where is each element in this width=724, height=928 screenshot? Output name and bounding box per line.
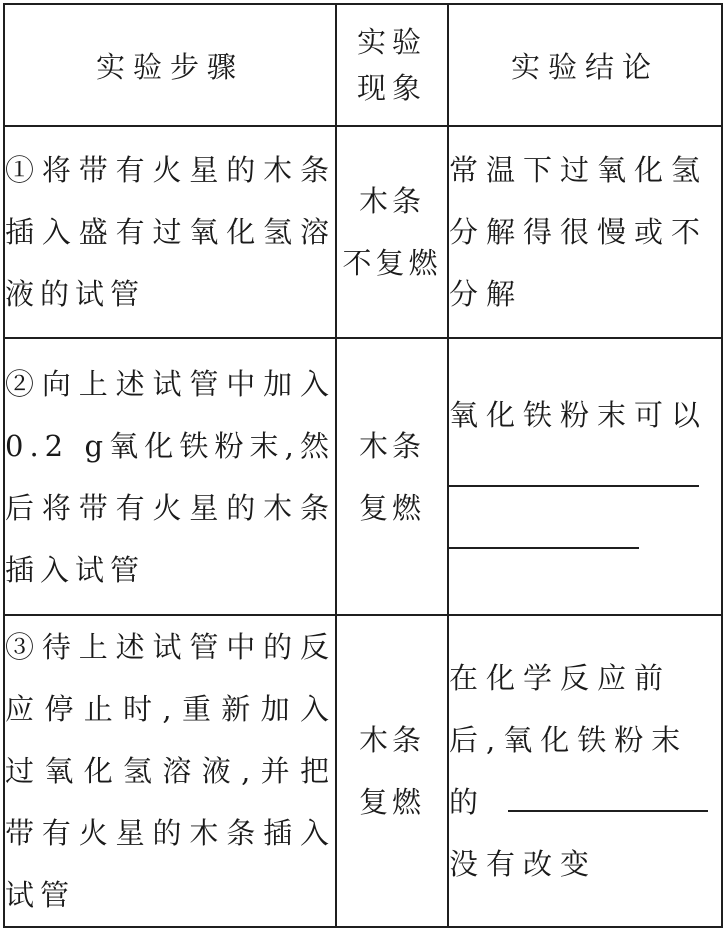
header-phenomenon-line2: 现象 (356, 71, 427, 105)
phenomenon-cell (336, 615, 448, 927)
conclusion-cell (448, 615, 722, 927)
conclusion-cell (448, 338, 722, 615)
phenomenon-line1: 木条 (358, 723, 425, 757)
phenomenon-line2: 复燃 (358, 490, 425, 525)
header-phenomenon (336, 4, 448, 126)
phenomenon-cell (336, 338, 448, 615)
phenomenon-line2: 复燃 (358, 785, 425, 819)
conclusion-text: 氧化铁粉末可以 (449, 397, 709, 432)
header-conclusion: 实验结论 (448, 4, 722, 126)
phenomenon-cell (336, 126, 448, 338)
step-cell: ③待上述试管中的反应停止时,重新加入过氧化氢溶液,并把带有火星的木条插入试管 (4, 615, 336, 927)
table-row (4, 126, 722, 338)
step-cell: ②向上述试管中加入0.2 g氧化铁粉末,然后将带有火星的木条插入试管 (4, 338, 336, 615)
conclusion-cell: 常温下过氧化氢分解得很慢或不分解 (448, 126, 722, 338)
answer-blank[interactable] (508, 772, 708, 812)
header-phenomenon-line1: 实验 (356, 24, 427, 59)
answer-blank[interactable] (449, 509, 639, 549)
answer-line-row (449, 508, 721, 570)
phenomenon-line1: 木条 (358, 428, 425, 463)
step-cell: ①将带有火星的木条插入盛有过氧化氢溶液的试管 (4, 126, 336, 338)
experiment-table (3, 3, 723, 928)
header-steps: 实验步骤 (4, 4, 336, 126)
header-row (4, 4, 722, 126)
phenomenon-line1: 木条 (358, 184, 425, 218)
conclusion-text-end: 没有改变 (449, 847, 598, 881)
table-row (4, 615, 722, 927)
answer-line-row (449, 446, 721, 508)
table-row (4, 338, 722, 615)
answer-blank[interactable] (449, 447, 699, 487)
conclusion-text: 在化学反应前后,氧化铁粉末的 (449, 661, 689, 819)
phenomenon-line2: 不复燃 (342, 246, 442, 280)
